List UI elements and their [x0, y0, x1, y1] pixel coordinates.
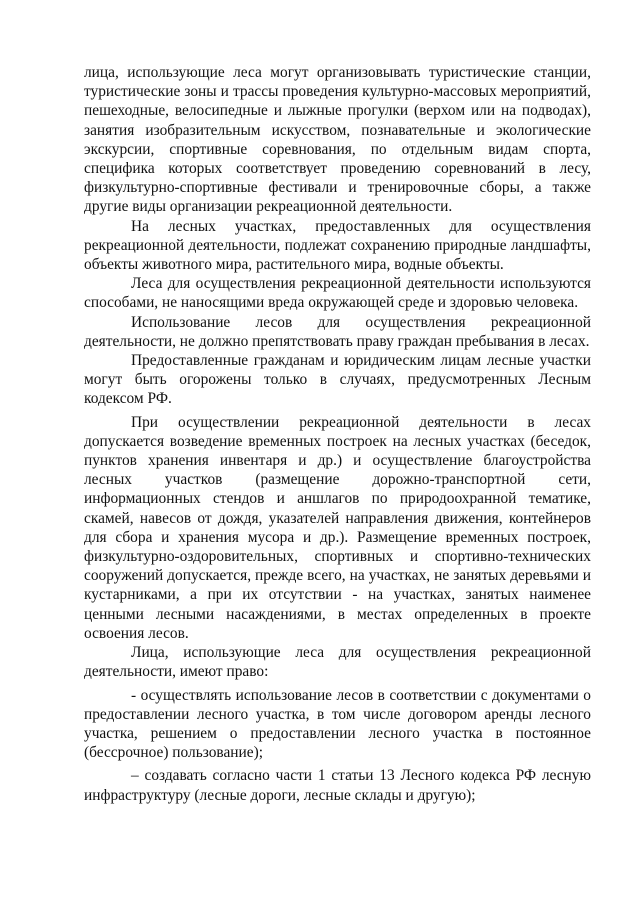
- paragraph-right-infrastructure: – создавать согласно части 1 статьи 13 Лесного кодекса РФ лесную инфраструктуру (лесные дороги, лесные склады и другую);: [84, 767, 591, 804]
- paragraph-right-forest-use: - осуществлять использование лесов в соответствии с документами о предоставлении лесного участка, в том числе договором аренды лесного участка, решением о предоставлении лесного участка в постоянное (бессрочное) пользование);: [84, 686, 591, 762]
- paragraph-harmless-methods: Леса для осуществления рекреационной деятельности используются способами, не наносящими вреда окружающей среде и здоровью человека.: [84, 275, 591, 312]
- paragraph-fencing-restriction: Предоставленные гражданам и юридическим лицам лесные участки могут быть огорожены только в случаях, предусмотренных Лесным кодексом РФ.: [84, 352, 591, 408]
- paragraph-landscape-preservation: На лесных участках, предоставленных для осуществления рекреационной деятельности, подлежат сохранению природные ландшафты, объекты животного мира, растительного мира, водные объекты.: [84, 217, 591, 274]
- paragraph-temporary-structures: При осуществлении рекреационной деятельности в лесах допускается возведение временных построек на лесных участках (беседок, пунктов хранения инвентаря и др.) и осуществление благоустройства лесных участков (размещение дорожно-транспортной сети, информационных стендов и аншлагов по природоохранной тематике, скамей, навесов от дождя, указателей направления движения, контейнеров для сбора и хранения мусора и др.). Размещение временных построек, физкультурно-оздоровительных, спортивных и спортивно-технических сооружений допускается, прежде всего, на участках, не занятых деревьями и кустарниками, а при их отсутствии - на участках, занятых наименее ценными лесными насаждениями, в местах определенных в проекте освоения лесов.: [84, 413, 591, 642]
- document-body: [84, 63, 591, 805]
- paragraph-citizen-access: Использование лесов для осуществления рекреационной деятельности, не должно препятствовать праву граждан пребывания в лесах.: [84, 313, 591, 350]
- paragraph-recreation-activities: лица, использующие леса могут организовывать туристические станции, туристические зоны и трассы проведения культурно-массовых мероприятий, пешеходные, велосипедные и лыжные прогулки (верхом или на подводах), занятия изобразительным искусством, познавательные и экологические экскурсии, спортивные соревнования, по отдельным видам спорта, специфика которых соответствует проведению соревнований в лесу, физкультурно-спортивные фестивали и тренировочные сборы, а также другие виды организации рекреационной деятельности.: [84, 64, 591, 216]
- paragraph-rights-intro: Лица, использующие леса для осуществления рекреационной деятельности, имеют право:: [84, 644, 591, 681]
